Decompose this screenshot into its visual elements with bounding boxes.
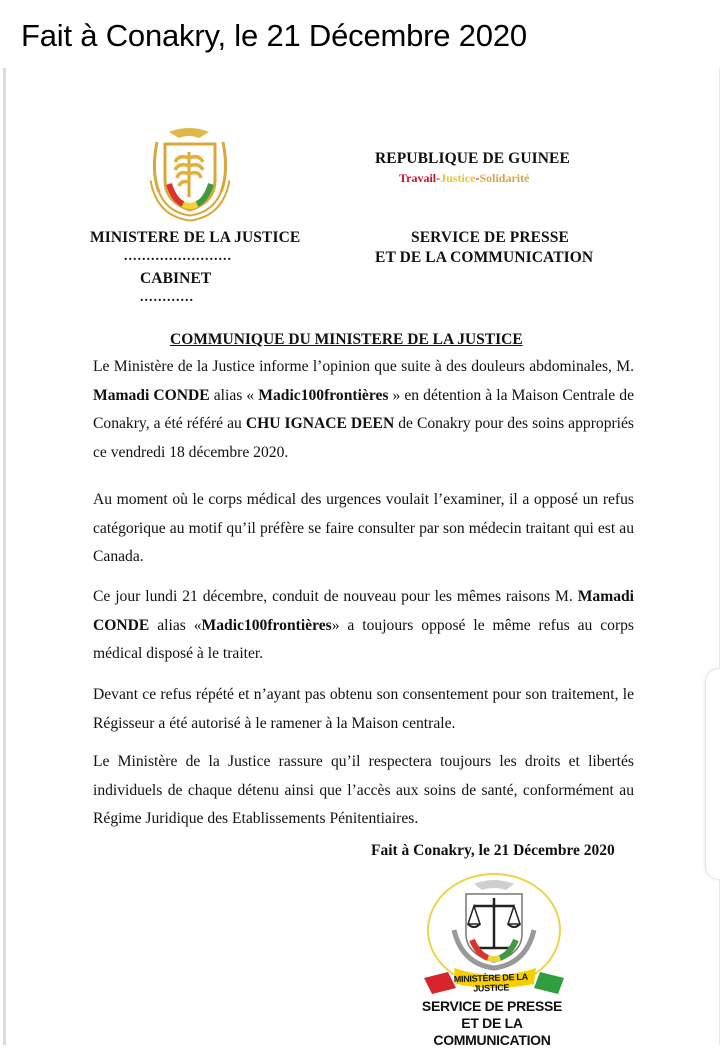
ministry-label: MINISTERE DE LA JUSTICE — [90, 229, 301, 246]
separator-dots: ............ — [140, 290, 194, 305]
seal-line2: ET DE LA COMMUNICATION — [433, 1015, 551, 1048]
guinea-coat-of-arms-icon — [139, 122, 241, 224]
paragraph-5: Le Ministère de la Justice rassure qu’il respectera toujours les droits et libertés individuels de chaque détenu ainsi que l’accès aux soins de santé, conformément au Régime Juridique des Etablissements Pénitentiaires. — [93, 753, 634, 827]
paragraph-3: Ce jour lundi 21 décembre, conduit de nouveau pour les mêmes raisons M. Mamadi CONDE alias «Madic100frontières» a toujours opposé le même refus au corps médical disposé à le traiter. — [93, 588, 635, 662]
separator-dots: ........................ — [124, 249, 232, 264]
paragraph-2: Au moment où le corps médical des urgences voulait l’examiner, il a opposé un refus catégorique au motif qu’il préfère se faire consulter par son médecin traitant qui est au Canada. — [93, 491, 634, 565]
signature-line: Fait à Conakry, le 21 Décembre 2020 — [371, 842, 615, 859]
document-page — [3, 68, 720, 1048]
paragraph-4: Devant ce refus répété et n’ayant pas obtenu son consentement pour son traitement, le Régisseur a été autorisé à le ramener à la Maison centrale. — [93, 686, 634, 732]
side-panel-handle[interactable] — [705, 668, 720, 880]
cabinet-label: CABINET — [140, 270, 212, 287]
national-motto: Travail-Justice-Solidarité — [399, 171, 530, 185]
post-caption: Fait à Conakry, le 21 Décembre 2020 — [21, 18, 527, 53]
service-label-line1: SERVICE DE PRESSE — [411, 229, 569, 246]
communique-title: COMMUNIQUE DU MINISTERE DE LA JUSTICE — [170, 331, 523, 348]
service-label-line2: ET DE LA COMMUNICATION — [375, 249, 594, 266]
republic-label: REPUBLIQUE DE GUINEE — [375, 150, 570, 167]
seal-banner-text: MINISTÈRE DE LA JUSTICE — [453, 971, 528, 994]
seal-line1: SERVICE DE PRESSE — [421, 998, 563, 1014]
paragraph-1: Le Ministère de la Justice informe l’opinion que suite à des douleurs abdominales, M. Mamadi CONDE alias « Madic100frontières » en détention à la Maison Centrale de Conakry, a été référé au CHU IGNACE DEEN de Conakry pour des soins appropriés ce vendredi 18 décembre 2020. — [93, 358, 635, 461]
